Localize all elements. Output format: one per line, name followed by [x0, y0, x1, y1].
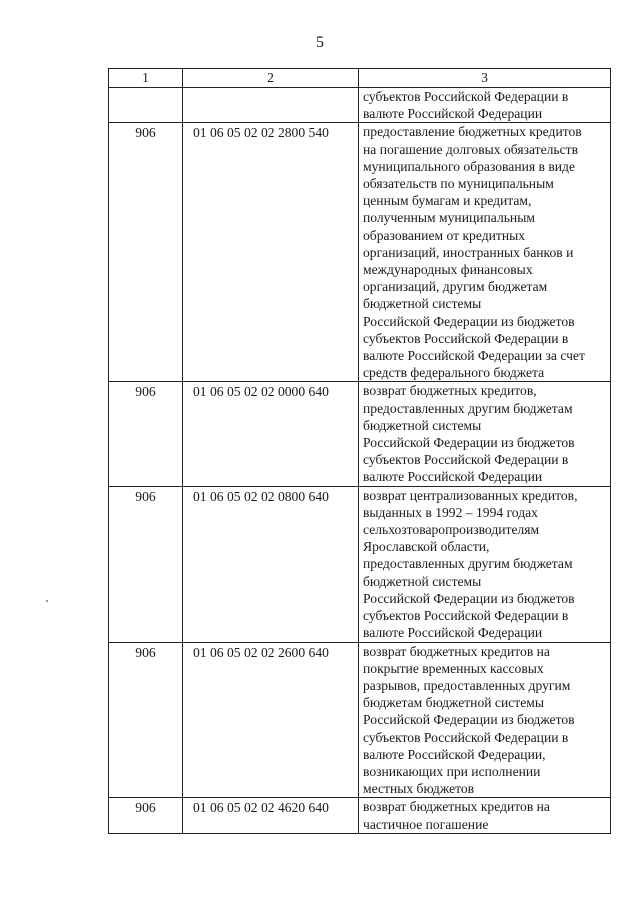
- description-line: международных финансовых: [363, 262, 533, 278]
- description-line: ценным бумагам и кредитам,: [363, 193, 532, 209]
- description-line: местных бюджетов: [363, 781, 475, 797]
- description-line: выданных в 1992 – 1994 годах: [363, 504, 538, 520]
- description-line: Российской Федерации из бюджетов: [363, 435, 575, 451]
- budget-code-cell: 01 06 05 02 02 2600 640: [183, 642, 359, 798]
- description-line: организаций, другим бюджетам: [363, 279, 548, 295]
- budget-code-cell: 01 06 05 02 02 0000 640: [183, 382, 359, 486]
- table-row: [109, 486, 611, 642]
- column-header-3: 3: [359, 69, 611, 88]
- table-row: [109, 382, 611, 486]
- description-cell: [359, 382, 611, 486]
- table-row: [109, 798, 611, 833]
- budget-codes-table: [108, 68, 611, 834]
- description-line: валюте Российской Федерации: [363, 106, 543, 122]
- table-header-row: [109, 69, 611, 88]
- description-cell: [359, 798, 611, 833]
- page-number: 5: [316, 34, 324, 51]
- table-row: [109, 88, 611, 123]
- description-line: субъектов Российской Федерации в: [363, 330, 569, 346]
- table-row: [109, 642, 611, 798]
- description-cell: [359, 123, 611, 382]
- description-cell: [359, 486, 611, 642]
- description-line: предоставление бюджетных кредитов: [363, 124, 582, 140]
- description-line: возврат бюджетных кредитов на: [363, 643, 550, 659]
- description-line: Российской Федерации из бюджетов: [363, 313, 575, 329]
- description-line: валюте Российской Федерации: [363, 469, 543, 485]
- admin-code-cell: [109, 88, 183, 123]
- description-line: полученным муниципальным: [363, 210, 535, 226]
- admin-code-cell: 906: [109, 798, 183, 833]
- description-line: возникающих при исполнении: [363, 763, 541, 779]
- description-line: частичное погашение: [363, 816, 489, 832]
- description-line: субъектов Российской Федерации в: [363, 608, 569, 624]
- description-line: муниципального образования в виде: [363, 158, 575, 174]
- description-line: предоставленных другим бюджетам: [363, 400, 573, 416]
- description-line: валюте Российской Федерации: [363, 625, 543, 641]
- column-header-2: 2: [183, 69, 359, 88]
- budget-code-cell: 01 06 05 02 02 2800 540: [183, 123, 359, 382]
- description-line: Ярославской области,: [363, 539, 490, 555]
- description-line: валюте Российской Федерации за счет: [363, 348, 585, 364]
- description-line: валюте Российской Федерации,: [363, 746, 546, 762]
- description-line: бюджетной системы: [363, 296, 482, 312]
- description-line: образованием от кредитных: [363, 227, 526, 243]
- admin-code-cell: 906: [109, 382, 183, 486]
- description-line: возврат централизованных кредитов,: [363, 487, 578, 503]
- description-line: субъектов Российской Федерации в: [363, 729, 569, 745]
- description-line: средств федерального бюджета: [363, 365, 545, 381]
- admin-code-cell: 906: [109, 642, 183, 798]
- budget-code-cell: 01 06 05 02 02 4620 640: [183, 798, 359, 833]
- description-line: субъектов Российской Федерации в: [363, 452, 569, 468]
- description-line: возврат бюджетных кредитов,: [363, 383, 537, 399]
- description-line: разрывов, предоставленных другим: [363, 677, 571, 693]
- budget-code-cell: [183, 88, 359, 123]
- description-line: Российской Федерации из бюджетов: [363, 590, 575, 606]
- description-line: сельхозтоваропроизводителям: [363, 522, 540, 538]
- description-line: бюджетам бюджетной системы: [363, 695, 544, 711]
- description-line: организаций, иностранных банков и: [363, 244, 574, 260]
- description-line: на погашение долговых обязательств: [363, 141, 578, 157]
- admin-code-cell: 906: [109, 486, 183, 642]
- column-header-1: 1: [109, 69, 183, 88]
- description-line: бюджетной системы: [363, 573, 482, 589]
- description-line: возврат бюджетных кредитов на: [363, 799, 550, 815]
- description-cell: [359, 88, 611, 123]
- description-line: Российской Федерации из бюджетов: [363, 712, 575, 728]
- admin-code-cell: 906: [109, 123, 183, 382]
- description-cell: [359, 642, 611, 798]
- description-line: обязательств по муниципальным: [363, 176, 554, 192]
- table-body: [109, 88, 611, 834]
- budget-code-cell: 01 06 05 02 02 0800 640: [183, 486, 359, 642]
- description-line: субъектов Российской Федерации в: [363, 89, 569, 104]
- description-line: предоставленных другим бюджетам: [363, 556, 573, 572]
- description-line: бюджетной системы: [363, 417, 482, 433]
- scan-speck: [46, 600, 48, 602]
- table-row: [109, 123, 611, 382]
- description-line: покрытие временных кассовых: [363, 660, 544, 676]
